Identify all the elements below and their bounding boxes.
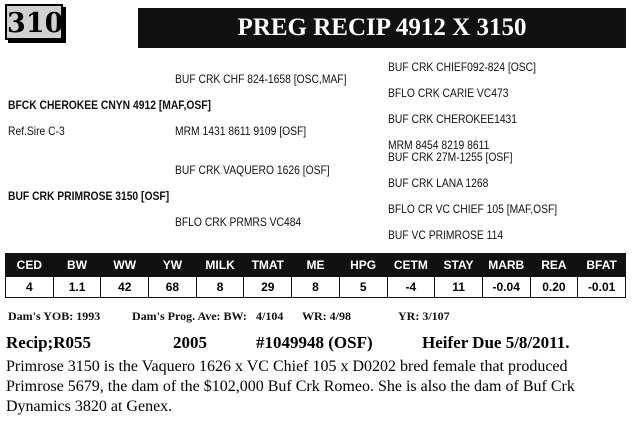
epd-header-rea: REA [530,254,578,277]
epd-header-tmat: TMAT [244,254,292,277]
epd-header-cetm: CETM [387,254,435,277]
sire-dam-dam: MRM 8454 8219 8611 [388,138,490,152]
epd-header-hpg: HPG [339,254,387,277]
sire-sire-dam: BFLO CRK CARIE VC473 [388,86,509,100]
dam-dam-sire: BFLO CR VC CHIEF 105 [MAF,OSF] [388,202,558,216]
lot-number: 310 [7,8,64,39]
epd-value-ww: 42 [101,277,149,298]
epd-header-row [6,254,626,277]
ref-sire: Ref.Sire C-3 [8,124,65,138]
epd-value-cetm: -4 [387,277,435,298]
sire: BFCK CHEROKEE CNYN 4912 [MAF,OSF] [8,98,211,112]
epd-value-milk: 8 [196,277,244,298]
epd-value-bw: 1.1 [53,277,101,298]
dam-prog-wr: WR: 4/98 [302,309,351,323]
dam-sire: BUF CRK VAQUERO 1626 [OSF] [175,163,330,177]
epd-header-ww: WW [101,254,149,277]
due-date: Heifer Due 5/8/2011. [422,333,570,352]
epd-value-me: 8 [292,277,340,298]
sire-dam: MRM 1431 8611 9109 [OSF] [175,124,307,138]
epd-value-ced: 4 [6,277,54,298]
epd-value-stay: 11 [435,277,483,298]
epd-value-row [6,277,626,298]
title-bar [138,8,626,48]
epd-header-bfat: BFAT [578,254,626,277]
epd-header-bw: BW [53,254,101,277]
sire-dam-sire: BUF CRK CHEROKEE1431 [388,112,518,126]
dam-sire-sire: BUF CRK 27M-1255 [OSF] [388,150,513,164]
dam-prog-yr: YR: 3/107 [398,309,450,323]
epd-header-stay: STAY [435,254,483,277]
sire-sire: BUF CRK CHF 824-1658 [OSC,MAF] [175,72,347,86]
lot-number-box [5,4,63,40]
birth-year: 2005 [173,333,207,352]
dam-sire-dam: BUF CRK LANA 1268 [388,176,489,190]
epd-header-ced: CED [6,254,54,277]
page-title: PREG RECIP 4912 X 3150 [237,14,527,41]
registration-number: #1049948 (OSF) [256,333,373,352]
dam-yob: Dam's YOB: 1993 [8,309,101,323]
epd-value-rea: 0.20 [530,277,578,298]
epd-value-hpg: 5 [339,277,387,298]
epd-header-marb: MARB [482,254,530,277]
dam-prog-label: Dam's Prog. Ave: BW: [132,309,247,323]
epd-header-me: ME [292,254,340,277]
dam-dam: BFLO CRK PRMRS VC484 [175,215,302,229]
dam-prog-bw: 4/104 [256,309,284,323]
dam-dam-dam: BUF VC PRIMROSE 114 [388,228,504,242]
epd-value-marb: -0.04 [482,277,530,298]
description: Primrose 3150 is the Vaquero 1626 x VC Chief 105 x D0202 bred female that produced Primrose 5679, the dam of the $102,000 Buf Crk Romeo. She is also the dam of Buf Crk Dynamics 3820 at Genex. [6,358,575,415]
sire-sire-sire: BUF CRK CHIEF092-824 [OSC] [388,60,536,74]
epd-value-bfat: -0.01 [578,277,626,298]
recip-id: Recip;R055 [6,333,91,352]
epd-value-tmat: 29 [244,277,292,298]
epd-value-yw: 68 [149,277,197,298]
dam: BUF CRK PRIMROSE 3150 [OSF] [8,189,170,203]
epd-header-yw: YW [149,254,197,277]
epd-header-milk: MILK [196,254,244,277]
epd-table [5,253,626,298]
